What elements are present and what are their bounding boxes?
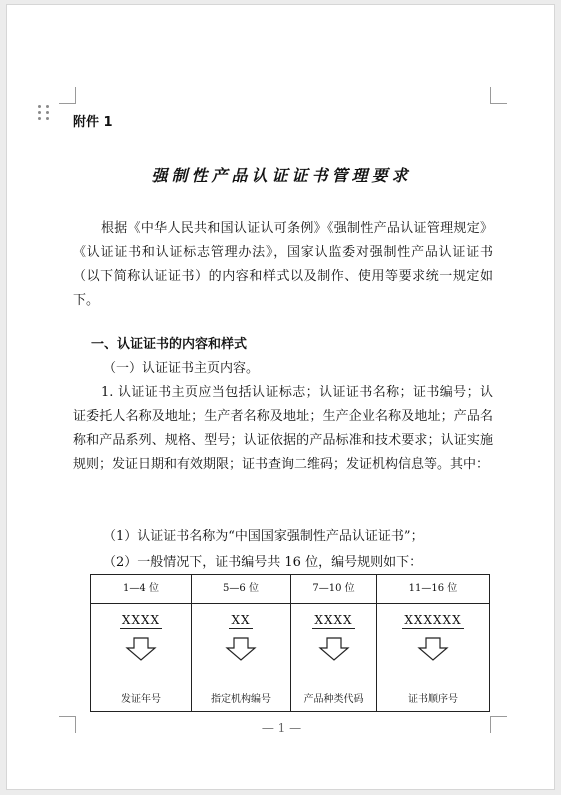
certificate-number-scheme (90, 574, 490, 712)
scheme-meaning: 发证年号 (121, 694, 161, 705)
scheme-meaning: 证书顺序号 (408, 694, 458, 705)
item-paragraph: 1. 认证证书主页应当包括认证标志；认证证书名称；证书编号；认证委托人名称及地址；生产者名称及地址；生产企业名称及地址；产品名称和产品系列、规格、型号；认证依据的产品标准和技术要求；认证实施规则；发证日期和有效期限；证书查询二维码；发证机构信息等。其中： (73, 385, 493, 472)
scheme-positions: 1—4 位 (91, 575, 191, 604)
scheme-meaning: 指定机构编号 (211, 694, 271, 705)
annex-label: 附件 1 (73, 115, 113, 130)
margin-corner-top-left (59, 87, 76, 104)
scheme-column (192, 575, 291, 711)
scheme-meaning: 产品种类代码 (303, 694, 364, 705)
scheme-positions: 7—10 位 (291, 575, 376, 604)
scheme-column (377, 575, 489, 711)
list-item: （1）认证证书名称为“中国国家强制性产品认证证书”； (103, 529, 424, 544)
down-arrow-icon (225, 637, 257, 661)
section-heading: 一、认证证书的内容和样式 (91, 337, 248, 352)
margin-corner-top-right (490, 87, 507, 104)
scheme-positions: 5—6 位 (192, 575, 290, 604)
scheme-code: XXXX (314, 613, 353, 627)
intro-paragraph: 根据《中华人民共和国认证认可条例》《强制性产品认证管理规定》《认证证书和认证标志管理办法》，国家认监委对强制性产品认证证书（以下简称认证证书）的内容和样式以及制作、使用等要求统一规定如下。 (73, 221, 493, 308)
down-arrow-icon (318, 637, 350, 661)
subsection-heading: （一）认证证书主页内容。 (103, 361, 260, 376)
scheme-positions: 11—16 位 (377, 575, 489, 604)
scheme-column (91, 575, 192, 711)
drag-handle-icon[interactable] (38, 105, 50, 121)
scheme-code: XX (231, 613, 251, 627)
list-item: （2）一般情况下，证书编号共 16 位，编号规则如下： (103, 555, 423, 570)
down-arrow-icon (417, 637, 449, 661)
document-title: 强制性产品认证证书管理要求 (151, 166, 412, 185)
page-number: — 1 — (261, 721, 302, 735)
scheme-code: XXXX (121, 613, 161, 627)
document-page (6, 4, 555, 790)
scheme-column (291, 575, 377, 711)
scheme-code: XXXXXX (404, 613, 462, 627)
down-arrow-icon (125, 637, 157, 661)
